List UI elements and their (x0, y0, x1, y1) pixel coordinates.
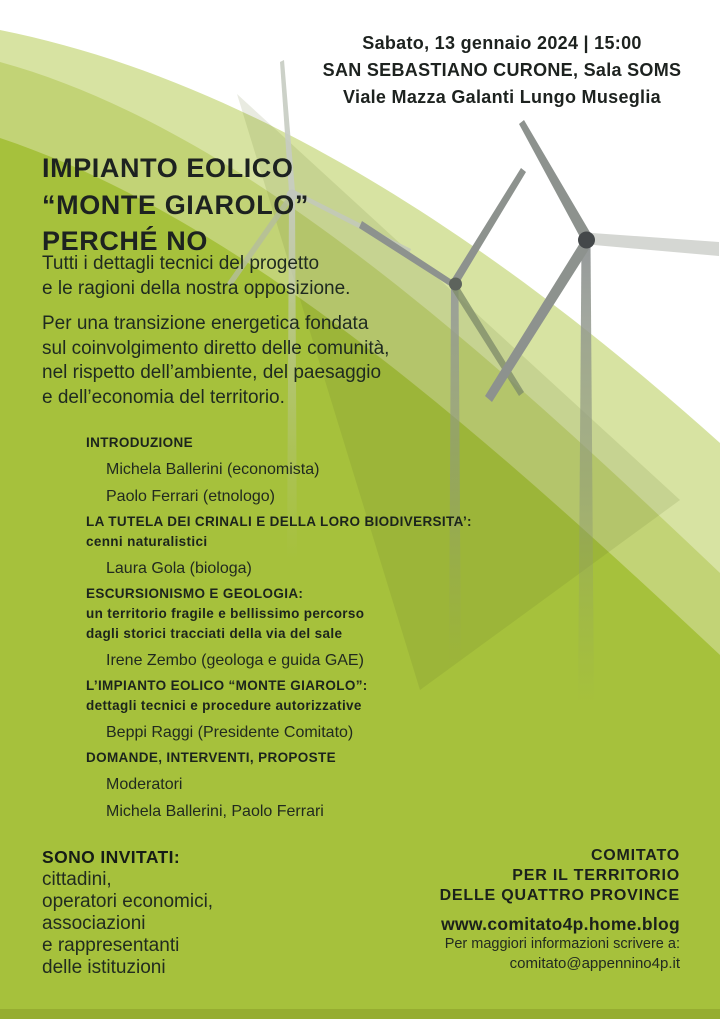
invited-line: operatori economici, (42, 891, 214, 912)
intro-line: sul coinvolgimento diretto delle comunità, (42, 337, 390, 359)
poster-title-line-1: IMPIANTO EOLICO (42, 153, 294, 183)
intro-line: nel rispetto dell’ambiente, del paesaggio (42, 362, 382, 383)
intro-line: Tutti i dettagli tecnici del progetto (42, 253, 320, 274)
event-address: Viale Mazza Galanti Lungo Museglia (343, 87, 661, 107)
session-speaker: Beppi Raggi (Presidente Comitato) (106, 724, 354, 741)
session-title-line: un territorio fragile e bellissimo percorso (86, 606, 365, 621)
committee-email: comitato@appennino4p.it (509, 955, 680, 972)
intro-paragraph-1 (42, 252, 350, 301)
invited-line: cittadini, (42, 869, 112, 890)
committee-block (440, 846, 680, 973)
session-speaker: Michela Ballerini, Paolo Ferrari (106, 803, 324, 820)
poster-title-line-2: “MONTE GIAROLO” (42, 189, 309, 220)
poster-title-line-3: PERCHÉ NO (42, 226, 208, 256)
event-datetime-location (300, 30, 704, 111)
bottom-accent-strip (0, 1009, 720, 1019)
intro-line: e dell’economia del territorio. (42, 386, 285, 408)
invited-heading: SONO INVITATI: (42, 847, 181, 867)
committee-name-line: COMITATO (590, 847, 680, 864)
session-title: DOMANDE, INTERVENTI, PROPOSTE (86, 750, 336, 765)
intro-line: e le ragioni della nostra opposizione. (42, 277, 351, 299)
session-speaker: Michela Ballerini (economista) (106, 461, 320, 478)
invited-line: associazioni (42, 913, 146, 934)
invited-block (42, 845, 213, 979)
session-title: L’IMPIANTO EOLICO “MONTE GIAROLO”: (86, 678, 368, 693)
committee-name-line: PER IL TERRITORIO (512, 867, 680, 884)
event-venue: SAN SEBASTIANO CURONE, Sala SOMS (322, 60, 682, 80)
program-list (86, 433, 586, 822)
committee-contact-note: Per maggiori informazioni scrivere a: (444, 936, 680, 952)
session-speaker: Moderatori (106, 776, 183, 793)
session-title: ESCURSIONISMO E GEOLOGIA: (86, 586, 304, 601)
intro-line: Per una transizione energetica fondata (42, 313, 369, 334)
session-title: LA TUTELA DEI CRINALI E DELLA LORO BIODIVERSITA’: (86, 514, 472, 529)
session-title-line: dagli storici tracciati della via del sale (86, 626, 343, 641)
poster-title (42, 150, 309, 260)
session-speaker: Paolo Ferrari (etnologo) (106, 488, 275, 505)
invited-line: e rappresentanti (42, 935, 180, 956)
intro-paragraph-2 (42, 312, 389, 410)
committee-name-line: DELLE QUATTRO PROVINCE (439, 887, 680, 904)
session-title: INTRODUZIONE (86, 435, 193, 450)
event-date-time: Sabato, 13 gennaio 2024 | 15:00 (362, 33, 642, 53)
session-speaker: Laura Gola (biologa) (106, 560, 252, 577)
invited-line: delle istituzioni (42, 957, 166, 978)
committee-website: www.comitato4p.home.blog (441, 914, 680, 934)
session-title-line: cenni naturalistici (86, 534, 208, 549)
session-title-line: dettagli tecnici e procedure autorizzative (86, 698, 362, 713)
session-speaker: Irene Zembo (geologa e guida GAE) (106, 652, 364, 669)
